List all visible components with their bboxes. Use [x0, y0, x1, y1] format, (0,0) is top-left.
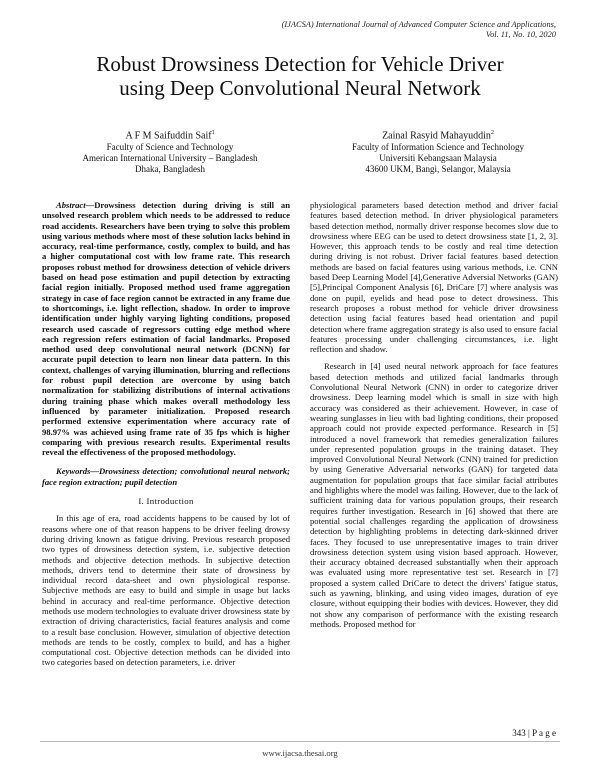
- footer-url[interactable]: www.ijacsa.thesai.org: [262, 748, 338, 758]
- right-paragraph-1: physiological parameters based detection method and driver facial features based detection method. In driver physiological parameters based detection method, normally driver response becomes slow due to drowsiness where EEG can be used to detect drowsiness state [1, 2, 3]. However, this approach tends to be costly and real time detection during driving is not robust. Driver facial features based detection methods are based on facial features using various methods, i.e. CNN based Deep Learning Model [4],Generative Adversial Networks (GAN) [5],Principal Component Analysis [6], DriCare [7] where analysis was done on pupil, eyelids and head pose to detect drowsiness. This research proposes a robust method for vehicle driver drowsiness detection using facial features based head orientation and pupil detection where frame aggregation strategy is also used to ensure facial features processing under challenging circumstances, i.e. light reflection and shadow.: [310, 200, 558, 355]
- journal-volume: Vol. 11, No. 10, 2020: [485, 30, 556, 39]
- intro-paragraph-1: In this age of era, road accidents happens to be caused by lot of reasons where one of that reason happens to be driver feeling drowsy during driving known as fatigue driving. Previous research proposed two types of drowsiness detection system, i.e. subjective detection methods and objective detection methods. In subjective detection methods, drivers tend to determine their state of drowsiness by individual record data-sheet and own physiological response. Subjective methods are easy to build and simple in usage but lacks behind in accuracy and real-time performance. Objective detection methods use modern technologies to evaluate driver drowsiness state by extraction of driving characteristics, facial features analysis and come to a result base conclusion. However, simulation of objective detection methods are tends to be costly, complex to build, and has a higher computational cost. Objective detection methods can be divided into two categories based on detection parameters, i.e. driver: [42, 513, 290, 668]
- journal-header: [282, 20, 556, 40]
- page-number: 343 | P a g e: [512, 728, 556, 738]
- journal-name: (IJACSA) International Journal of Advanced Computer Science and Applications,: [281, 20, 556, 29]
- left-column: [42, 200, 290, 668]
- author-name-1: A F M Saifuddin Saif$^1$: [125, 130, 215, 142]
- author-affiliation-2: Faculty of Information Science and Technology: [352, 142, 524, 153]
- paper-title: [40, 52, 560, 100]
- author-affiliation-1: Faculty of Science and Technology: [106, 142, 234, 153]
- title-line-1: Robust Drowsiness Detection for Vehicle Driver: [96, 52, 504, 76]
- section-heading-introduction: I. Introduction: [138, 496, 194, 507]
- author-location-1: Dhaka, Bangladesh: [135, 164, 205, 175]
- keywords: Keywords—Drowsiness detection; convolutional neural network; face region extraction; pupil detection: [42, 466, 290, 487]
- right-column: [310, 200, 558, 629]
- author-affiliation-1b: American International University – Bangladesh: [82, 153, 258, 164]
- right-paragraph-2: Research in [4] used neural network approach for face features based detection methods and utilized facial landmarks through Convolutional Neural Network (CNN) in order to categorize driver drowsiness. Deep learning model which is small in size with high accuracy was considered as their achievement. However, in case of wearing sunglasses in lieu with bad lighting conditions, their proposed approach could not provide expected performance. Research in [5] introduced a novel framework that remedies generalization failures under represented population groups in the training dataset. They improved Convolutional Neural Network (CNN) trained for prediction by using Generative Adversarial networks (GAN) for targeted data augmentation for population groups that face similar facial attributes and highlights where the model was failing. However, due to the lack of sufficient training data for various population groups, their research requires further investigation. Research in [6] showed that there are potential social challenges regarding the application of drowsiness detection by highlighting problems in detecting dark-skinned driver faces. They focused to use unrepresentative images to train driver drowsiness detection system using vision based approach. However, their accuracy obtained decreased substantially when their approach was evaluated using more representative test set. Research in [7] proposed a system called DriCare to detect the drivers' fatigue status, such as yawning, blinking, and using video images, duration of eye closure, without equipping their bodies with devices. However, they did not show any comparison of performance with the existing research methods. Proposed method for: [310, 361, 558, 629]
- footer-rule: [40, 741, 560, 742]
- author-affiliation-2b: Universiti Kebangsaan Malaysia: [379, 153, 497, 164]
- author-block-1: [50, 127, 290, 175]
- author-location-2: 43600 UKM, Bangi, Selangor, Malaysia: [365, 164, 511, 175]
- author-name-2: Zainal Rasyid Mahayuddin$^2$: [382, 130, 494, 142]
- abstract: Abstract—Drowsiness detection during driving is still an unsolved research problem which needs to be addressed to reduce road accidents. Researchers have been trying to solve this problem using various methods where most of these solution lacks behind in accuracy, real-time performance, costly, complex to build, and has a higher computational cost with low frame rate. This research proposes robust method for drowsiness detection of vehicle drivers based on head pose estimation and pupil detection by extracting facial region initially. Proposed method used frame aggregation strategy in case of face region cannot be extracted in any frame due to shortcomings, i.e. light reflection, shadow. In order to improve identification under highly varying lighting conditions, proposed research used cascade of regressors cutting edge method where each regression refers estimation of facial landmarks. Proposed method used deep convolutional neural network (DCNN) for accurate pupil detection to learn non linear data pattern. In this context, challenges of varying illumination, blurring and reflections for robust pupil detection are overcome by using batch normalization for stabilizing distributions of internal activations during training phase which makes overall methodology less influenced by parameter initialization. Proposed research performed extensive experimentation where accuracy rate of 98.97% was achieved using frame rate of 35 fps which is higher comparing with previous research results. Experimental results reveal the effectiveness of the proposed methodology.: [42, 200, 290, 458]
- title-line-2: using Deep Convolutional Neural Network: [119, 76, 481, 100]
- author-block-2: [318, 127, 558, 175]
